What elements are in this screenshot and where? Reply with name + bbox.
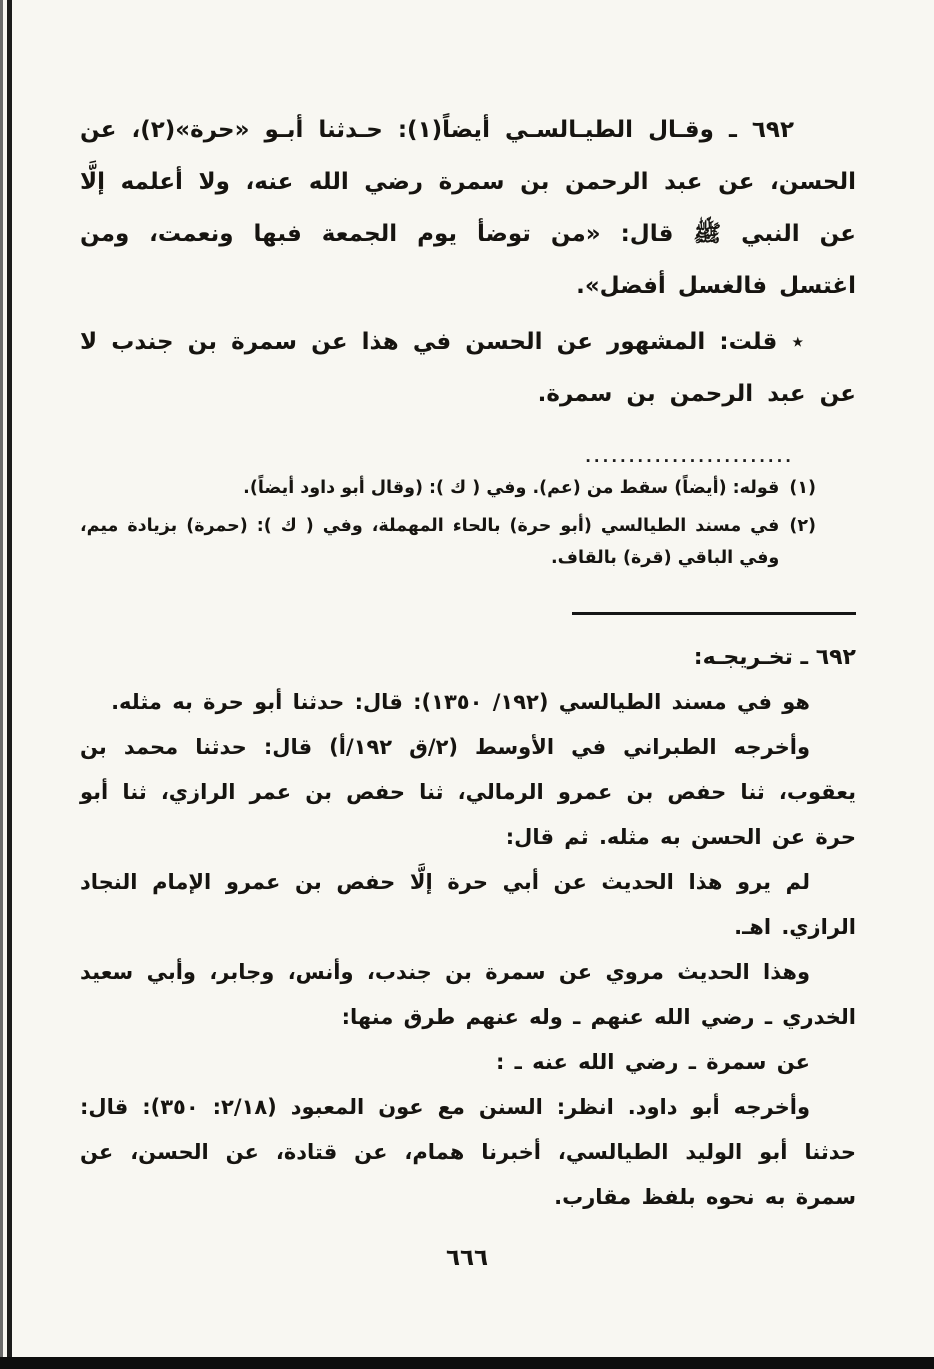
takhrij-paragraph: عن سمرة ـ رضي الله عنه ـ : <box>495 1050 810 1074</box>
scan-edge-shadow <box>0 0 3 1369</box>
footnote-separator-dots: ........................ <box>585 448 794 466</box>
takhrij-heading: ٦٩٢ ـ تخـريجـه: <box>693 645 856 670</box>
hadith-main-paragraph: ٦٩٢ ـ وقـال الطيـالسـي أيضاً(١): حـدثنا أبـو «حرة»(٢)، عن الحسن، عن عبد الرحمن بن سمرة رضي الله عنه، ولا أعلمه إلَّا عن النبي ﷺ قال: «من توضأ يوم الجمعة فبها ونعمت، ومن اغتسل فالغسل أفضل». <box>80 117 856 299</box>
footnote-marker: (٢) <box>789 516 816 536</box>
page-content <box>80 104 856 1220</box>
takhrij-paragraph: لم يرو هذا الحديث عن أبي حرة إلَّا حفص بن عمرو الإمام النجاد الرازي. اهـ. <box>80 870 856 939</box>
section-divider-rule <box>572 612 856 615</box>
footnotes-block <box>80 472 816 574</box>
footnote-marker: (١) <box>789 478 816 498</box>
scan-edge-left <box>7 0 12 1369</box>
page-number: ٦٦٦ <box>445 1245 489 1271</box>
footnote-text: قوله: (أيضاً) سقط من (عم). وفي ( ك ): (وقال أبو داود أيضاً). <box>243 478 780 498</box>
takhrij-paragraph: هو في مسند الطيالسي (١٩٢/ ١٣٥٠): قال: حدثنا أبو حرة به مثله. <box>111 690 810 714</box>
footnote-item <box>80 472 816 504</box>
footnote-text: في مسند الطيالسي (أبو حرة) بالحاء المهملة، وفي ( ك ): (حمرة) بزيادة ميم، وفي الباقي (قرة) بالقاف. <box>80 516 780 568</box>
takhrij-paragraph: وهذا الحديث مروي عن سمرة بن جندب، وأنس، وجابر، وأبي سعيد الخدري ـ رضي الله عنهم ـ وله عنهم طرق منها: <box>80 960 856 1029</box>
author-comment-paragraph: ٭ قلت: المشهور عن الحسن في هذا عن سمرة بن جندب لا عن عبد الرحمن بن سمرة. <box>80 329 856 407</box>
scan-edge-bottom <box>0 1357 934 1369</box>
footnote-item <box>80 510 816 574</box>
takhrij-paragraph: وأخرجه الطبراني في الأوسط (٢/ق ١٩٢/أ) قال: حدثنا محمد بن يعقوب، ثنا حفص بن عمرو الرمالي، ثنا حفص بن عمر الرازي، ثنا أبو حرة عن الحسن به مثله. ثم قال: <box>80 735 856 849</box>
takhrij-paragraph: وأخرجه أبو داود. انظر: السنن مع عون المعبود (٢/١٨: ٣٥٠): قال: حدثنا أبو الوليد الطيالسي، أخبرنا همام، عن قتادة، عن الحسن، عن سمرة به نحوه بلفظ مقارب. <box>80 1095 856 1209</box>
